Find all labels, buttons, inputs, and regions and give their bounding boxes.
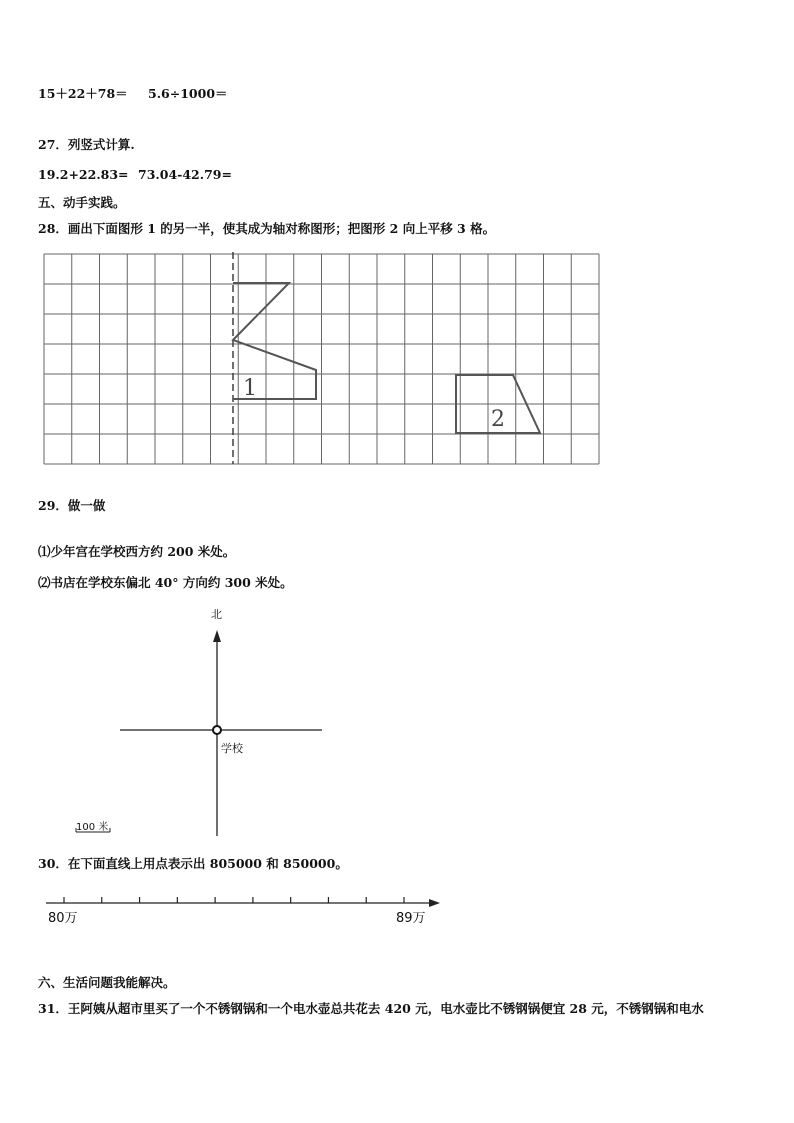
q31-text: 31．王阿姨从超市里买了一个不锈钢锅和一个电水壶总共花去 420 元，电水壶比不锈钢锅便宜 28 元，不锈钢锅和电水: [38, 1001, 704, 1016]
q26-right: 5.6÷1000＝: [148, 86, 228, 101]
q28-text: 28．画出下面图形 1 的另一半，使其成为轴对称图形；把图形 2 向上平移 3 格。: [38, 221, 496, 236]
section-5-heading: 五、动手实践。: [38, 195, 126, 210]
q29-item-1: ⑴少年宫在学校西方约 200 米处。: [38, 544, 236, 559]
figure-2-label: 2: [491, 407, 505, 432]
section-6-heading: 六、生活问题我能解决。: [38, 975, 176, 990]
q29-item-2: ⑵书店在学校东偏北 40° 方向约 300 米处。: [38, 575, 293, 590]
q30-text: 30．在下面直线上用点表示出 805000 和 850000。: [38, 856, 348, 871]
scale-label: 100 米: [76, 822, 109, 833]
arrow-right-icon: [429, 899, 440, 907]
school-label: 学校: [221, 742, 243, 755]
figure-1-label: 1: [243, 376, 257, 401]
north-label: 北: [211, 608, 222, 621]
number-line-start: 80万: [48, 911, 78, 926]
number-line-end: 89万: [396, 911, 426, 926]
q26-left: 15＋22＋78＝: [38, 86, 128, 101]
q29-text: 29．做一做: [38, 498, 106, 513]
q27-left: 19.2+22.83=: [38, 167, 129, 182]
q27-title: 27．列竖式计算.: [38, 137, 135, 152]
q27-right: 73.04-42.79=: [138, 167, 232, 182]
